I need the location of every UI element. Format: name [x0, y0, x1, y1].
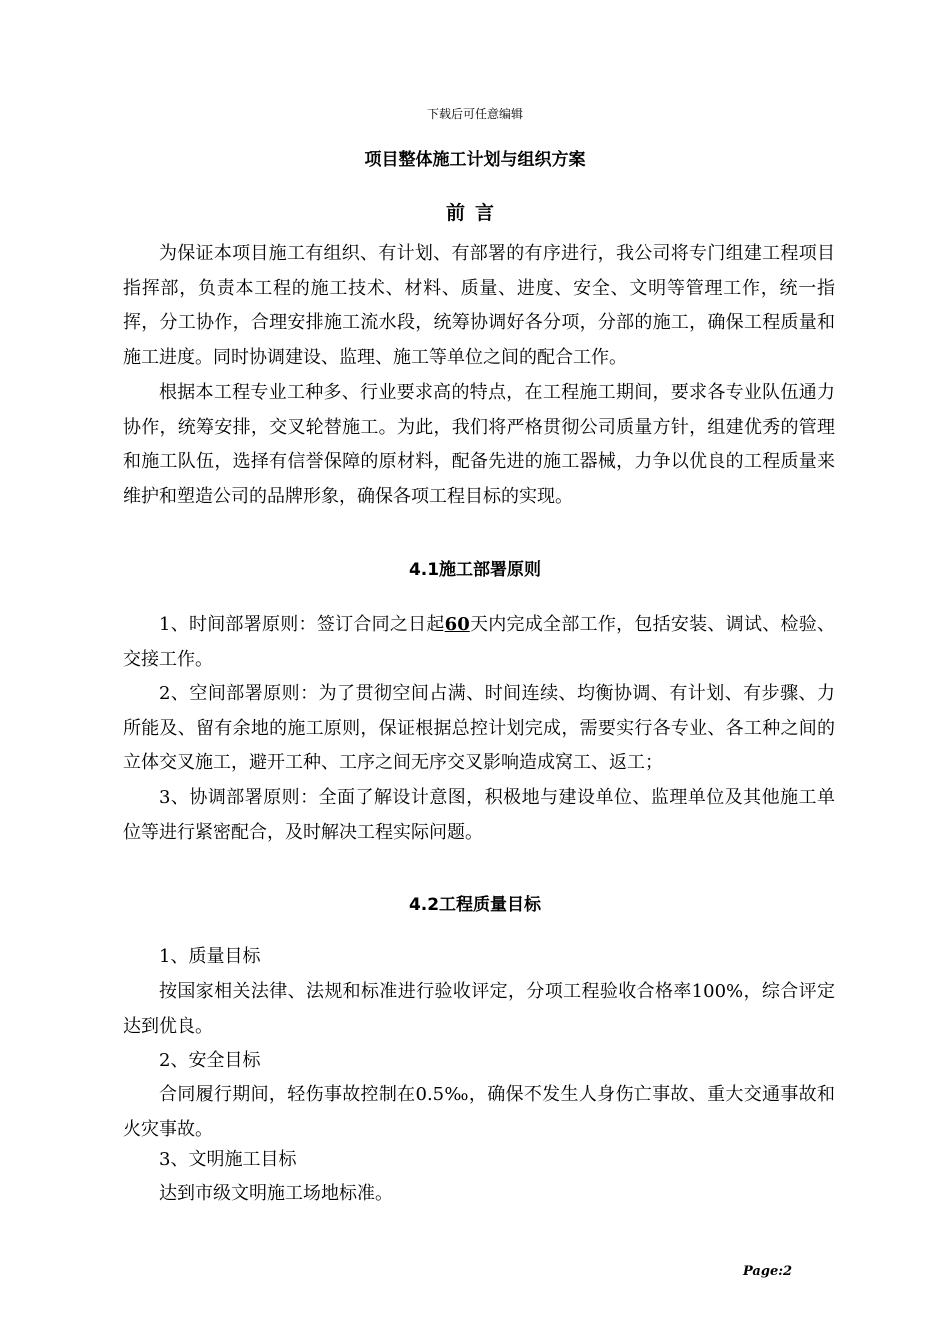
deployment-principle-space: 2、空间部署原则：为了贯彻空间占满、时间连续、均衡协调、有计划、有步骤、力所能及、留有余地的施工原则，保证根据总控计划完成，需要实行各专业、各工种之间的立体交叉施工，避开工种、工序之间无序交叉影响造成窝工、返工；	[123, 683, 835, 774]
deployment-principle-time	[123, 608, 835, 677]
header-note: 下载后可任意编辑	[426, 107, 523, 121]
civilized-construction-goal-title: 3、文明施工目标	[159, 1149, 297, 1170]
quality-goal-text: 按国家相关法律、法规和标准进行验收评定，分项工程验收合格率100%，综合评定达到优良。	[123, 981, 835, 1037]
principle-time-text-start: 1、时间部署原则：签订合同之日起	[159, 614, 445, 635]
quality-goal-title: 1、质量目标	[159, 946, 261, 967]
deployment-principle-coordination: 3、协调部署原则：全面了解设计意图，积极地与建设单位、监理单位及其他施工单位等进行紧密配合，及时解决工程实际问题。	[123, 787, 835, 843]
section-heading-4-2: 4.2工程质量目标	[408, 895, 542, 915]
safety-goal-title: 2、安全目标	[159, 1050, 261, 1071]
document-title: 项目整体施工计划与组织方案	[364, 150, 586, 170]
section-heading-4-1: 4.1施工部署原则	[408, 560, 542, 580]
preface-heading: 前言	[445, 202, 504, 224]
preface-paragraph-1: 为保证本项目施工有组织、有计划、有部署的有序进行，我公司将专门组建工程项目指挥部，负责本工程的施工技术、材料、质量、进度、安全、文明等管理工作，统一指挥，分工协作，合理安排施工流水段，统筹协调好各分项，分部的施工，确保工程质量和施工进度。同时协调建设、监理、施工等单位之间的配合工作。	[123, 243, 835, 369]
safety-goal-text: 合同履行期间，轻伤事故控制在0.5‰，确保不发生人身伤亡事故、重大交通事故和火灾事故。	[123, 1084, 835, 1140]
contract-days-value: 60	[444, 614, 470, 635]
civilized-construction-goal-text: 达到市级文明施工场地标准。	[159, 1183, 393, 1204]
page-number: Page:2	[743, 1264, 793, 1279]
principle-time-text-end: 天内完成全部工作，包括安装、调试、检验、交接工作。	[123, 614, 836, 670]
preface-paragraph-2: 根据本工程专业工种多、行业要求高的特点，在工程施工期间，要求各专业队伍通力协作，统筹安排，交叉轮替施工。为此，我们将严格贯彻公司质量方针，组建优秀的管理和施工队伍，选择有信誉保障的原材料，配备先进的施工器械，力争以优良的工程质量来维护和塑造公司的品牌形象，确保各项工程目标的实现。	[123, 382, 835, 508]
